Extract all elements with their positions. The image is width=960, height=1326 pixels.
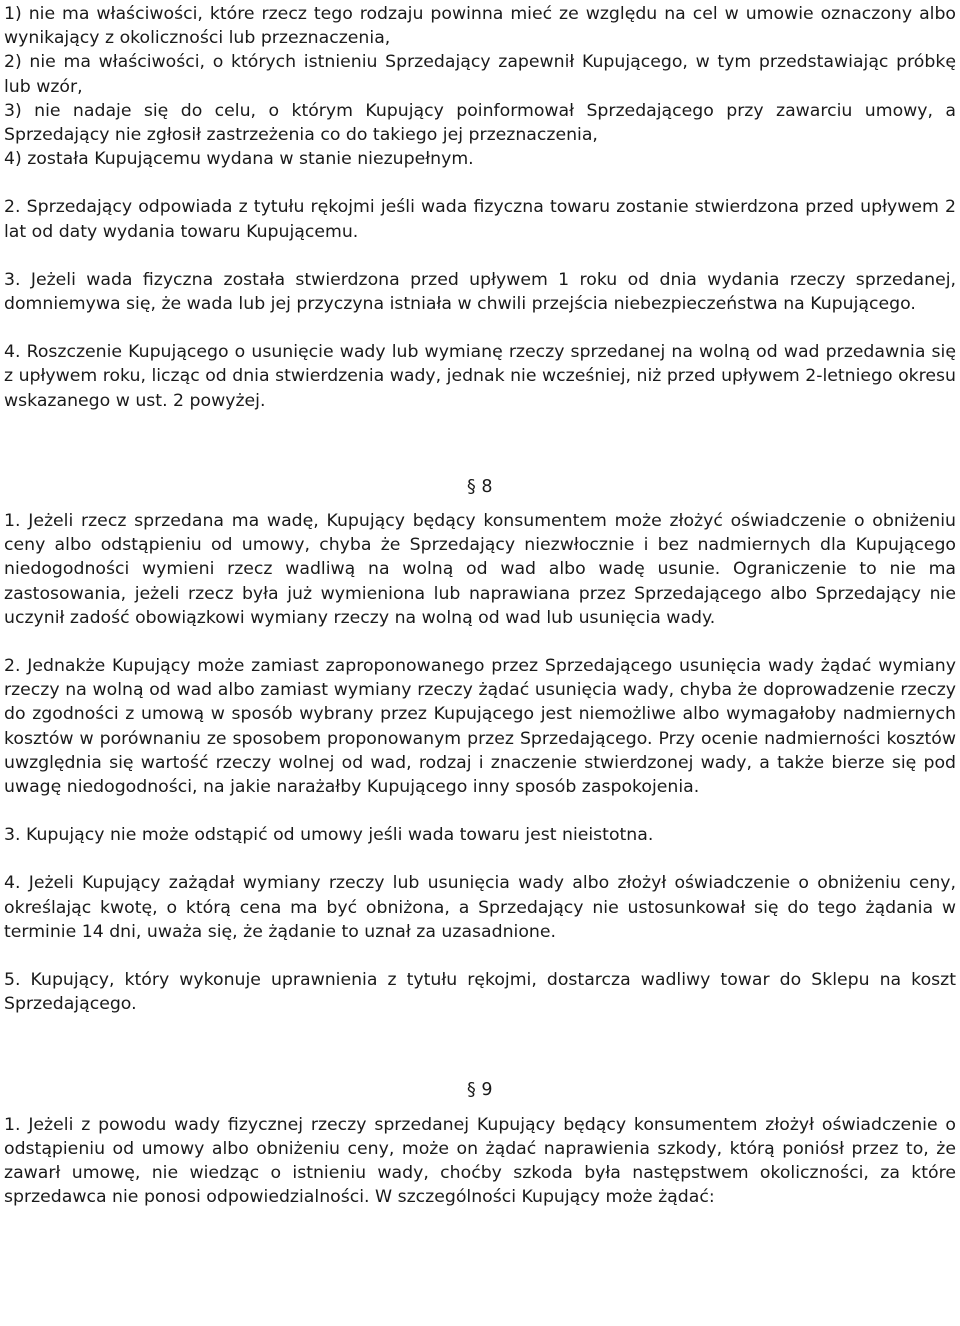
paragraph: 5. Kupujący, który wykonuje uprawnienia z tytułu rękojmi, dostarcza wadliwy towar do Sklepu na koszt Sprzedającego. (4, 970, 956, 1015)
paragraph: 1. Jeżeli rzecz sprzedana ma wadę, Kupujący będący konsumentem może złożyć oświadczenie o obniżeniu ceny albo odstąpieniu od umowy, chyba że Sprzedający niezwłocznie i bez nadmiernych dla Kupującego niedogodności wymieni rzecz wadliwą na wolną od wad albo wadę usunie. Ograniczenie to nie ma zastosowania, jeżeli rzecz była już wymieniona lub naprawiana przez Sprzedającego albo Sprzedający nie uczynił zadość obowiązkowi wymiany rzeczy na wolną od wad lub usunięcia wady. (4, 511, 956, 628)
document-page (4, 2, 956, 1209)
paragraph: 2. Sprzedający odpowiada z tytułu rękojmi jeśli wada fizyczna towaru zostanie stwierdzona przed upływem 2 lat od daty wydania towaru Kupującemu. (4, 197, 956, 242)
paragraph: 4. Jeżeli Kupujący zażądał wymiany rzeczy lub usunięcia wady albo złożył oświadczenie o obniżeniu ceny, określając kwotę, o którą cena ma być obniżona, a Sprzedający nie ustosunkował się do tego żądania w terminie 14 dni, uważa się, że żądanie to uznał za uzasadnione. (4, 873, 956, 942)
section-heading-9: § 9 (467, 1080, 493, 1101)
paragraph: 2. Jednakże Kupujący może zamiast zaproponowanego przez Sprzedającego usunięcia wady żądać wymiany rzeczy na wolną od wad albo zamiast wymiany rzeczy żądać usunięcia wady, chyba że doprowadzenie rzeczy do zgodności z umową w sposób wybrany przez Kupującego jest niemożliwe albo wymagałoby nadmiernych kosztów w porównaniu ze sposobem proponowanym przez Sprzedającego. Przy ocenie nadmierności kosztów uwzględnia się wartość rzeczy wolnej od wad, rodzaj i znaczenie stwierdzonej wady, a także bierze się pod uwagę niedogodności, na jakie narażałby Kupującego inny sposób zaspokojenia. (4, 656, 956, 798)
paragraph: 1. Jeżeli z powodu wady fizycznej rzeczy sprzedanej Kupujący będący konsumentem złożył oświadczenie o odstąpieniu od umowy albo obniżeniu ceny, może on żądać naprawienia szkody, którą poniósł przez to, że zawarł umowę, nie wiedząc o istnieniu wady, choćby szkoda była następstwem okoliczności, za które sprzedawca nie ponosi odpowiedzialności. W szczególności Kupujący może żądać: (4, 1114, 956, 1208)
section-heading-8: § 8 (467, 476, 493, 497)
list-item: 3) nie nadaje się do celu, o którym Kupujący poinformował Sprzedającego przy zawarciu umowy, a Sprzedający nie zgłosił zastrzeżenia co do takiego jej przeznaczenia, (4, 100, 956, 146)
paragraph: 4. Roszczenie Kupującego o usunięcie wady lub wymianę rzeczy sprzedanej na wolną od wad przedawnia się z upływem roku, licząc od dnia stwierdzenia wady, jednak nie wcześniej, niż przed upływem 2-letniego okresu wskazanego w ust. 2 powyżej. (4, 342, 956, 411)
list-item: 1) nie ma właściwości, które rzecz tego rodzaju powinna mieć ze względu na cel w umowie oznaczony albo wynikający z okoliczności lub przeznaczenia, (4, 4, 956, 49)
paragraph: 3. Jeżeli wada fizyczna została stwierdzona przed upływem 1 roku od dnia wydania rzeczy sprzedanej, domniemywa się, że wada lub jej przyczyna istniała w chwili przejścia niebezpieczeństwa na Kupującego. (4, 269, 956, 315)
paragraph: 3. Kupujący nie może odstąpić od umowy jeśli wada towaru jest nieistotna. (4, 825, 654, 846)
list-item: 4) została Kupującemu wydana w stanie niezupełnym. (4, 149, 474, 170)
list-item: 2) nie ma właściwości, o których istnieniu Sprzedający zapewnił Kupującego, w tym przedstawiając próbkę lub wzór, (4, 52, 956, 97)
defect-conditions-list (4, 2, 956, 171)
